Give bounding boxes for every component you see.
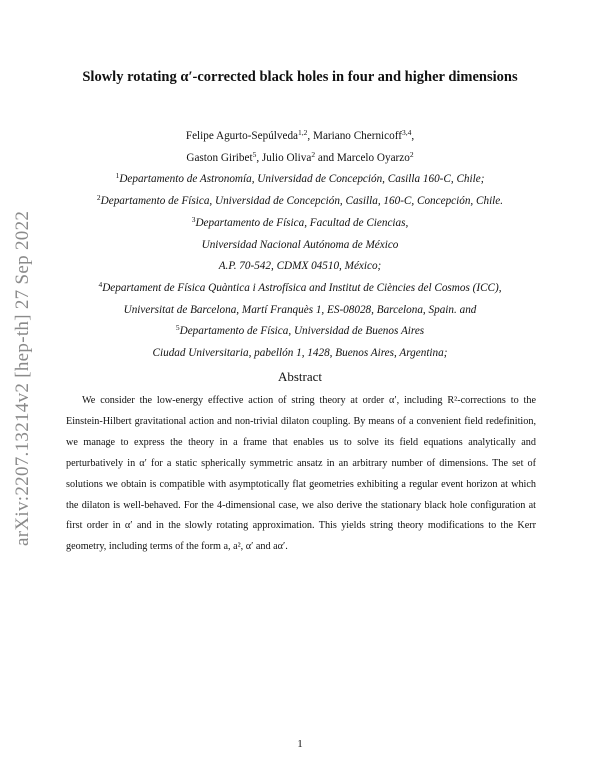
abstract-body — [66, 391, 536, 558]
author-line-1 — [40, 128, 560, 144]
affiliation-text: A.P. 70-542, CDMX 04510, México; — [218, 260, 382, 272]
affiliation-text: Departamento de Física, Universidad de Concepción, Casilla, 160-C, Concepción, Chile. — [100, 195, 504, 207]
affiliation-4-line-2 — [40, 302, 560, 318]
affiliation-5 — [40, 323, 560, 339]
affiliation-3 — [40, 215, 560, 231]
author-name: , Julio Oliva — [256, 152, 312, 164]
page-number: 1 — [297, 738, 303, 750]
affiliation-mark: 1 — [115, 171, 120, 180]
affiliation-mark: 4 — [98, 280, 103, 289]
author-affil-mark: 5 — [252, 150, 257, 159]
author-name: , Mariano Chernicoff — [307, 130, 402, 142]
affiliation-2 — [40, 193, 560, 209]
affiliation-4 — [40, 280, 560, 296]
affiliation-text: Universitat de Barcelona, Martí Franquès 1, ES-08028, Barcelona, Spain. and — [123, 304, 477, 316]
affiliation-mark: 5 — [175, 323, 180, 332]
affiliation-5-line-2 — [40, 345, 560, 361]
author-affil-mark: 2 — [311, 150, 316, 159]
affiliation-1 — [40, 171, 560, 187]
affiliation-text: Universidad Nacional Autónoma de México — [201, 239, 399, 251]
affiliation-3-line-3 — [40, 258, 560, 274]
affiliation-3-line-2 — [40, 237, 560, 253]
affiliation-text: Departamento de Física, Universidad de Buenos Aires — [179, 325, 425, 337]
affiliation-text: Departamento de Astronomía, Universidad de Concepción, Casilla 160-C, Chile; — [119, 173, 485, 185]
affiliation-mark: 3 — [191, 215, 196, 224]
author-affil-mark: 1,2 — [298, 128, 308, 137]
author-affil-mark: 2 — [409, 150, 414, 159]
author-line-2 — [40, 150, 560, 166]
author-name: Gaston Giribet — [186, 152, 253, 164]
abstract-text: We consider the low-energy effective action of string theory at order α′, including R²-corrections to the Einstein-Hilbert gravitational action and non-trivial dilaton coupling. By means of a convenient field redefinition, we manage to express the theory in a frame that enables us to solve its field equations analytically and perturbatively in α′ for a static spherically symmetric ansatz in an arbitrary number of dimensions. The set of solutions we obtain is compatible with asymptotically flat geometries exhibiting a regular event horizon at which the dilaton is well-behaved. For the 4-dimensional case, we also derive the stationary black hole configuration at first order in α′ and in the slowly rotating approximation. This yields string theory modifications to the Kerr geometry, including terms of the form a, a², α′ and aα′. — [66, 395, 536, 553]
affiliation-text: Departamento de Física, Facultad de Ciencias, — [195, 217, 409, 229]
author-name: Felipe Agurto-Sepúlveda — [185, 130, 299, 142]
author-name: and Marcelo Oyarzo — [315, 152, 410, 164]
affiliation-text: Ciudad Universitaria, pabellón 1, 1428, Buenos Aires, Argentina; — [152, 347, 448, 359]
author-affil-mark: 3,4 — [401, 128, 412, 137]
affiliation-text: Departament de Física Quàntica i Astrofísica and Institut de Ciències del Cosmos (ICC), — [102, 282, 502, 294]
paper-title: Slowly rotating α′-corrected black holes in four and higher dimensions — [82, 69, 518, 85]
abstract-heading: Abstract — [277, 369, 323, 384]
affiliation-mark: 2 — [96, 193, 101, 202]
arxiv-identifier: arXiv:2207.13214v2 [hep-th] 27 Sep 2022 — [12, 210, 33, 546]
author-separator: , — [411, 130, 415, 142]
